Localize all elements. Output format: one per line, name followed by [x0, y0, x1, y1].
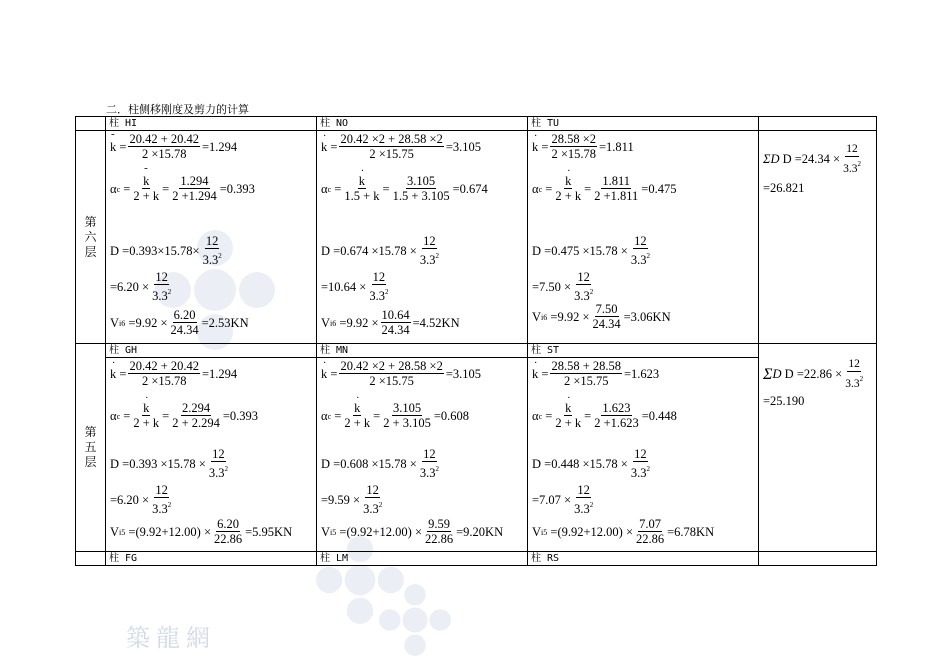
formula-k: · k = $\frac{20.42 \times 2 + 28.58 \times 2}{2 \times 15.75}$ =3.105: [321, 133, 481, 161]
formula-k: · k = $\frac{28.58 + 28.58}{2 \times 15.75}$ =1.623: [532, 360, 659, 388]
formula-v: V i6 =9.92 × $\frac{7.50}{24.34}$ =3.06KN: [532, 302, 671, 331]
column-formula-cell: [528, 131, 759, 344]
column-header: 柱 TU: [528, 117, 759, 131]
formula-d-result: =7.07 × $\frac{12}{3.3^2}$: [532, 483, 594, 516]
column-header: 柱 GH: [106, 344, 317, 358]
column-header: 柱 LM: [317, 552, 528, 566]
formula-d-result: =6.20 × $\frac{12}{3.3^2}$: [110, 270, 172, 303]
formula-alpha: α c = - $\frac{k}{2 + k}$ = $\frac{1.294}{2 +1.294}$ =0.393: [110, 175, 255, 203]
calculation-table: [75, 116, 877, 566]
formula-d: D =0.674 ×15.78 × $\frac{12}{3.3^2}$: [321, 234, 439, 267]
table-row: [76, 131, 877, 344]
formula-d-result: =6.20 × $\frac{12}{3.3^2}$: [110, 483, 172, 516]
formula-d: D =0.393 ×15.78 × $\frac{12}{3.3^2}$: [110, 447, 228, 480]
formula-d-result: =9.59 × $\frac{12}{3.3^2}$: [321, 483, 383, 516]
column-header: 柱 HI: [106, 117, 317, 131]
formula-k: · k = $\frac{28.58 \times 2}{2 \times 15.78}$ =1.811: [532, 133, 634, 161]
column-header: 柱 RS: [528, 552, 759, 566]
formula-k: - k = $\frac{20.42 + 20.42}{2 \times 15.78}$ =1.294: [110, 133, 237, 161]
layer-label: 第六层: [76, 131, 106, 344]
formula-d: D =0.475 ×15.78 × $\frac{12}{3.3^2}$: [532, 234, 650, 267]
formula-d: D =0.608 ×15.78 × $\frac{12}{3.3^2}$: [321, 447, 439, 480]
formula-v: V i6 =9.92 × $\frac{6.20}{24.34}$ =2.53KN: [110, 308, 249, 337]
sum-d-formula: Σ D D =24.34 × $\frac{12}{3.3^2}$: [763, 143, 861, 175]
column-formula-cell: [528, 358, 759, 552]
table-header-row: [76, 552, 877, 566]
sum-d-result: =25.190: [763, 394, 805, 408]
sum-d-result: =26.821: [763, 181, 805, 195]
column-header: 柱 MN: [317, 344, 528, 358]
formula-alpha: α c = · $\frac{k}{2 + k}$ = $\frac{1.623}{2 +1.623}$ =0.448: [532, 402, 677, 430]
sum-d-cell: [759, 344, 877, 552]
formula-d-result: =7.50 × $\frac{12}{3.3^2}$: [532, 270, 594, 303]
formula-d: D =0.393×15.78× $\frac{12}{3.3^2}$: [110, 234, 222, 267]
formula-v: V i5 =(9.92+12.00) × $\frac{9.59}{22.86}$ =9.20KN: [321, 517, 504, 546]
formula-v: V i5 =(9.92+12.00) × $\frac{6.20}{22.86}$ =5.95KN: [110, 517, 293, 546]
column-formula-cell: [317, 131, 528, 344]
sum-d-cell: [759, 131, 877, 344]
column-header: 柱 ST: [528, 344, 759, 358]
table-row: [76, 358, 877, 552]
formula-alpha: α c = · $\frac{k}{2 + k}$ = $\frac{2.294}{2 + 2.294}$ =0.393: [110, 402, 258, 430]
formula-k: · k = $\frac{20.42 + 20.42}{2 \times 15.78}$ =1.294: [110, 360, 237, 388]
column-formula-cell: [317, 358, 528, 552]
table-header-row: [76, 344, 877, 358]
column-header: 柱 FG: [106, 552, 317, 566]
column-formula-cell: [106, 358, 317, 552]
watermark-logo: [370, 575, 460, 665]
column-header: 柱 NO: [317, 117, 528, 131]
formula-alpha: α c = · $\frac{k}{2 + k}$ = $\frac{1.811}{2 +1.811}$ =0.475: [532, 175, 676, 203]
layer-label: 第五层: [76, 344, 106, 552]
table-header-row: [76, 117, 877, 131]
formula-alpha: α c = · $\frac{k}{2 + k}$ = $\frac{3.105}{2 + 3.105}$ =0.608: [321, 402, 469, 430]
column-formula-cell: [106, 131, 317, 344]
section-title: 二．柱侧移刚度及剪力的计算: [106, 103, 249, 116]
sum-d-formula: Σ D D =22.86 × $\frac{12}{3.3^2}$: [763, 358, 864, 390]
formula-k: · k = $\frac{20.42 \times 2 + 28.58 \times 2}{2 \times 15.75}$ =3.105: [321, 360, 481, 388]
formula-alpha: α c = · $\frac{k}{1.5 + k}$ = $\frac{3.105}{1.5 + 3.105}$ =0.674: [321, 175, 488, 203]
formula-v: V i6 =9.92 × $\frac{10.64}{24.34}$ =4.52KN: [321, 308, 460, 337]
formula-v: V i5 =(9.92+12.00) × $\frac{7.07}{22.86}$ =6.78KN: [532, 517, 715, 546]
formula-d: D =0.448 ×15.78 × $\frac{12}{3.3^2}$: [532, 447, 650, 480]
watermark-text: 築龍網: [126, 624, 216, 652]
formula-d-result: =10.64 × $\frac{12}{3.3^2}$: [321, 270, 389, 303]
